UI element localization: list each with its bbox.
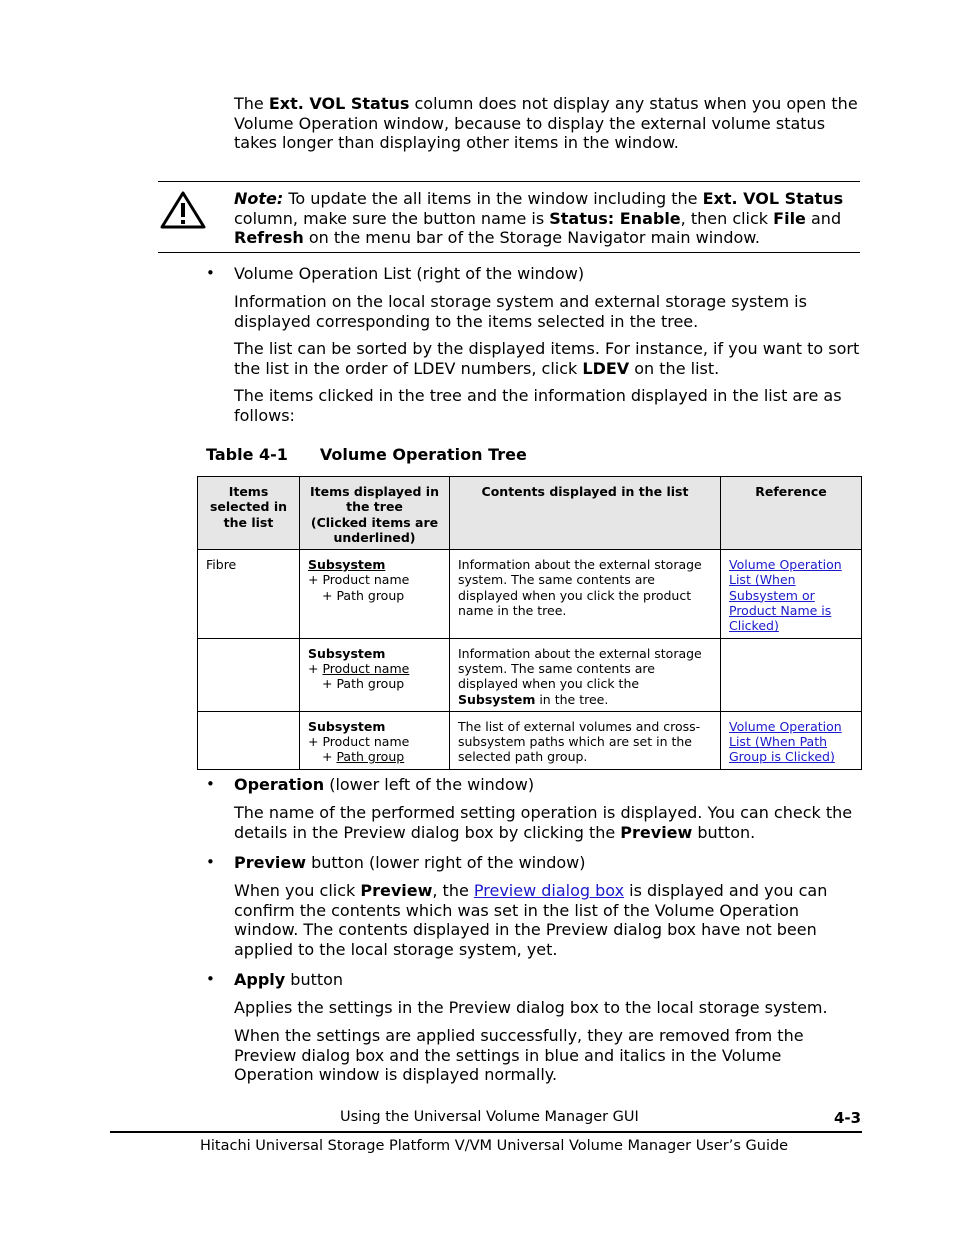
cell-item bbox=[198, 711, 300, 769]
footer-rule bbox=[110, 1131, 862, 1133]
cell-tree: Subsystem + Product name + Path group bbox=[300, 638, 450, 711]
preview-paragraph: When you click Preview, the Preview dialog box is displayed and you can confirm the contents which was set in the list of the Volume Operation window. The contents displayed in the Preview dialog box have not been applied to the local storage system, yet. bbox=[234, 881, 828, 959]
list-paragraph-1: Information on the local storage system and external storage system is displayed corresponding to the items selected in the tree. bbox=[234, 292, 807, 331]
table-row bbox=[198, 711, 862, 769]
footer-book-title: Hitachi Universal Storage Platform V/VM Universal Volume Manager User’s Guide bbox=[200, 1138, 789, 1154]
note-bottom-rule bbox=[158, 252, 860, 253]
table-row bbox=[198, 550, 862, 638]
cell-item: Fibre bbox=[198, 550, 300, 638]
header-items-displayed: Items displayed in the tree (Clicked items are underlined) bbox=[300, 477, 450, 550]
preview-dialog-box-link[interactable]: Preview dialog box bbox=[473, 881, 625, 900]
apply-paragraph-2: When the settings are applied successfully, they are removed from the Preview dialog box and the settings in blue and italics in the Volume Operation window is displayed normally. bbox=[234, 1026, 804, 1085]
reference-link[interactable]: Volume Operation List (When Path Group is Clicked) bbox=[729, 718, 842, 765]
cell-contents: Information about the external storage system. The same contents are displayed when you click the Subsystem in the tree. bbox=[450, 638, 721, 711]
table-caption: Table 4-1 Volume Operation Tree bbox=[206, 445, 527, 464]
cell-reference bbox=[721, 638, 862, 711]
header-reference: Reference bbox=[721, 477, 862, 550]
volume-operation-tree-table bbox=[197, 476, 862, 770]
reference-link[interactable]: Volume Operation List (When Subsystem or Product Name is Clicked) bbox=[729, 557, 842, 634]
footer-section-title: Using the Universal Volume Manager GUI bbox=[340, 1109, 639, 1125]
intro-paragraph: The Ext. VOL Status column does not display any status when you open the Volume Operation window, because to display the external volume status takes longer than displaying other items in the window. bbox=[234, 94, 858, 153]
warning-icon bbox=[159, 190, 207, 230]
note-top-rule bbox=[158, 181, 860, 182]
operation-paragraph: The name of the performed setting operation is displayed. You can check the details in the Preview dialog box by clicking the Preview button. bbox=[234, 803, 853, 842]
cell-reference bbox=[721, 550, 862, 638]
table-header-row bbox=[198, 477, 862, 550]
cell-contents: The list of external volumes and cross-subsystem paths which are set in the selected path group. bbox=[450, 711, 721, 769]
cell-item bbox=[198, 638, 300, 711]
cell-contents: Information about the external storage system. The same contents are displayed when you click the product name in the tree. bbox=[450, 550, 721, 638]
note-text: Note: To update the all items in the window including the Ext. VOL Status column, make sure the button name is Status: Enable, then click File and Refresh on the menu bar of the Storage Navigator main window. bbox=[234, 189, 844, 248]
apply-paragraph-1: Applies the settings in the Preview dialog box to the local storage system. bbox=[234, 998, 828, 1017]
page-number: 4-3 bbox=[834, 1109, 862, 1127]
table-row bbox=[198, 638, 862, 711]
header-items-selected: Items selected in the list bbox=[198, 477, 300, 550]
header-contents: Contents displayed in the list bbox=[450, 477, 721, 550]
cell-tree: Subsystem + Product name + Path group bbox=[300, 711, 450, 769]
list-paragraph-2: The list can be sorted by the displayed items. For instance, if you want to sort the list in the order of LDEV numbers, click LDEV on the list. bbox=[234, 339, 860, 378]
cell-reference bbox=[721, 711, 862, 769]
list-paragraph-3: The items clicked in the tree and the information displayed in the list are as follows: bbox=[234, 386, 842, 425]
cell-tree: Subsystem + Product name + Path group bbox=[300, 550, 450, 638]
